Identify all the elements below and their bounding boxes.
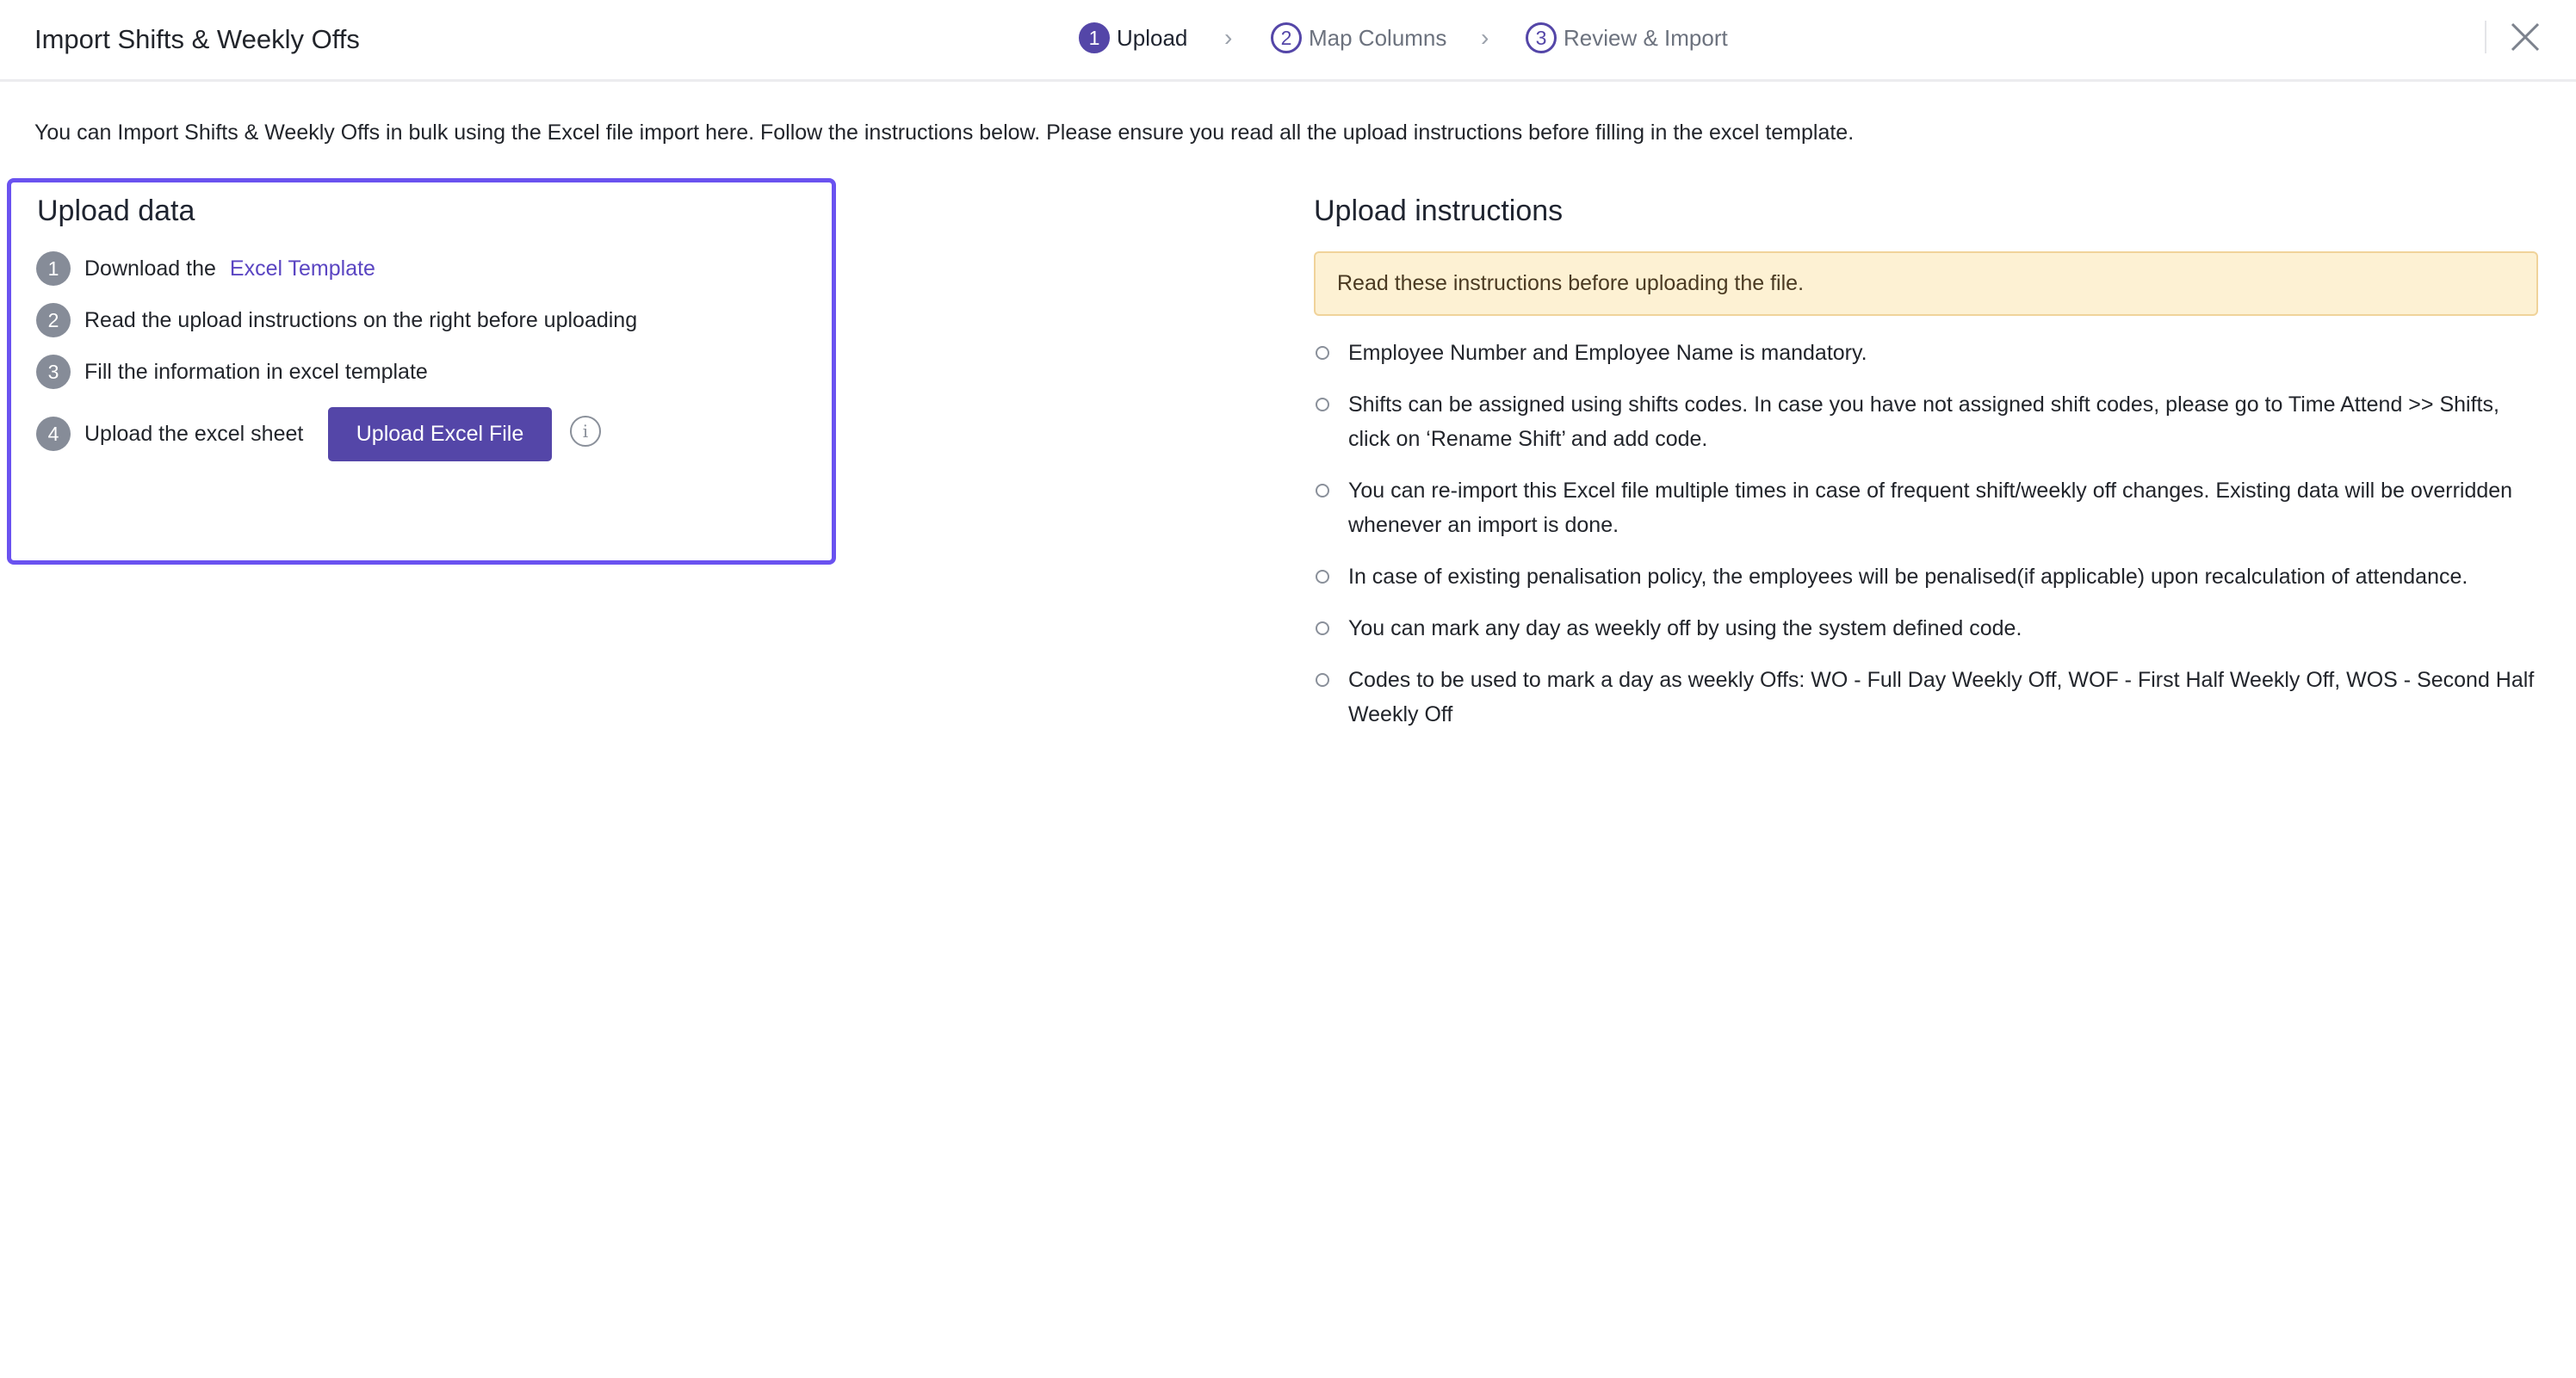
divider bbox=[2485, 21, 2486, 53]
upload-step bbox=[36, 303, 637, 337]
bullet-icon bbox=[1316, 570, 1329, 584]
list-item bbox=[1314, 611, 2536, 646]
item-text: Codes to be used to mark a day as weekly Offs: WO - Full Day Weekly Off, WOF - First Half Weekly Off, WOS - Second Half Weekly Off bbox=[1348, 668, 2535, 726]
step-number: 3 bbox=[1526, 22, 1557, 53]
step-label: Upload bbox=[1117, 24, 1188, 51]
step-map-columns[interactable] bbox=[1271, 22, 1446, 53]
item-text: You can mark any day as weekly off by using the system defined code. bbox=[1348, 616, 2022, 640]
step-number: 1 bbox=[1079, 22, 1110, 53]
list-item bbox=[1314, 559, 2536, 594]
item-text: Shifts can be assigned using shifts codes. In case you have not assigned shift codes, please go to Time Attend >> Shifts, click on ‘Rename Shift’ and add code. bbox=[1348, 392, 2499, 451]
close-icon bbox=[2507, 19, 2543, 55]
intro-text: You can Import Shifts & Weekly Offs in bulk using the Excel file import here. Follow the instructions below. Please ensure you read all the upload instructions before filling in the excel template. bbox=[34, 120, 1855, 145]
bullet-icon bbox=[1316, 346, 1329, 360]
close-button[interactable] bbox=[2507, 19, 2543, 55]
step-number: 1 bbox=[36, 251, 71, 286]
bullet-icon bbox=[1316, 673, 1329, 687]
page-title: Import Shifts & Weekly Offs bbox=[34, 24, 360, 54]
step-label: Review & Import bbox=[1564, 24, 1728, 51]
upload-step bbox=[36, 417, 303, 451]
upload-step bbox=[36, 355, 428, 389]
upload-data-title: Upload data bbox=[37, 195, 195, 227]
item-text: In case of existing penalisation policy, the employees will be penalised(if applicable) upon recalculation of attendance. bbox=[1348, 565, 2468, 589]
instructions-note: Read these instructions before uploading the file. bbox=[1314, 251, 2538, 316]
chevron-right-icon: › bbox=[1481, 24, 1489, 51]
instructions-list bbox=[1314, 336, 2536, 749]
bullet-icon bbox=[1316, 621, 1329, 635]
step-label: Map Columns bbox=[1309, 24, 1447, 51]
bullet-icon bbox=[1316, 398, 1329, 411]
step-text: Fill the information in excel template bbox=[84, 359, 428, 384]
list-item bbox=[1314, 336, 2536, 370]
upload-instructions-title: Upload instructions bbox=[1314, 195, 1564, 227]
upload-step bbox=[36, 251, 375, 286]
info-icon[interactable]: i bbox=[570, 416, 601, 447]
step-upload[interactable] bbox=[1079, 22, 1187, 53]
list-item bbox=[1314, 473, 2536, 542]
step-number: 2 bbox=[1271, 22, 1302, 53]
list-item bbox=[1314, 387, 2536, 456]
step-text: Download the bbox=[84, 256, 216, 281]
bullet-icon bbox=[1316, 484, 1329, 497]
step-review-import[interactable] bbox=[1526, 22, 1728, 53]
step-text: Read the upload instructions on the right before uploading bbox=[84, 307, 638, 332]
item-text: You can re-import this Excel file multiple times in case of frequent shift/weekly off changes. Existing data will be overridden whenever an import is done. bbox=[1348, 479, 2513, 537]
step-number: 4 bbox=[36, 417, 71, 451]
list-item bbox=[1314, 663, 2536, 732]
chevron-right-icon: › bbox=[1224, 24, 1233, 51]
header bbox=[0, 0, 2576, 82]
upload-excel-file-button[interactable]: Upload Excel File bbox=[328, 407, 552, 461]
excel-template-link[interactable]: Excel Template bbox=[229, 256, 375, 281]
item-text: Employee Number and Employee Name is mandatory. bbox=[1348, 341, 1867, 365]
step-text: Upload the excel sheet bbox=[84, 421, 304, 446]
step-number: 3 bbox=[36, 355, 71, 389]
step-number: 2 bbox=[36, 303, 71, 337]
